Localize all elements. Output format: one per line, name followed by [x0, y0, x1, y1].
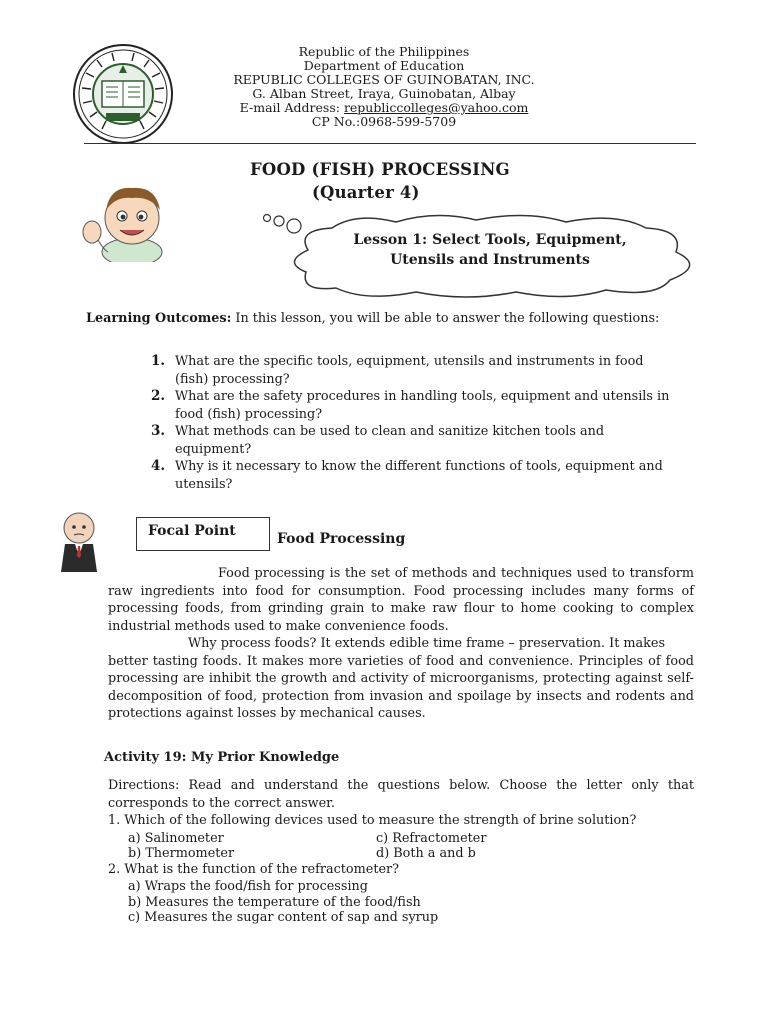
learning-outcomes-text: In this lesson, you will be able to answer the following questions: [231, 311, 660, 326]
question-text: What methods can be used to clean and sanitize kitchen tools and equipment? [175, 424, 605, 457]
focal-point-title: Food Processing [277, 531, 406, 547]
header-republic: Republic of the Philippines [298, 44, 470, 59]
option-b: b) Measures the temperature of the food/fish [128, 894, 421, 910]
question-1-options-row1 [108, 830, 694, 846]
paragraph-2-start [108, 635, 694, 653]
paragraph-1-text: Food processing is the set of methods and techniques used to transform raw ingredients into food for consumption. Food processing includes many forms of processing foods, from grinding grain to make raw flour to home cooking to complex industrial methods used to make convenience foods. [108, 566, 694, 634]
question-item [151, 388, 675, 423]
header-school-name: REPUBLIC COLLEGES OF GUINOBATAN, INC. [233, 72, 535, 87]
lesson-title-line2: Utensils and Instruments [390, 252, 590, 268]
question-2-option-c-row [108, 909, 694, 925]
paragraph-1 [108, 565, 694, 635]
question-2-option-b-row [108, 894, 694, 910]
question-text: Why is it necessary to know the different functions of tools, equipment and utensils? [175, 459, 663, 492]
question-1: 1. Which of the following devices used to measure the strength of brine solution? [108, 813, 637, 828]
question-text: What are the safety procedures in handling tools, equipment and utensils in food (fish) processing? [175, 389, 670, 422]
header-phone: CP No.:0968-599-5709 [311, 114, 457, 129]
option-d: d) Both a and b [376, 846, 476, 861]
activity-title: Activity 19: My Prior Knowledge [104, 750, 340, 765]
question-list [151, 353, 675, 493]
boss-baby-illustration [55, 510, 103, 574]
question-number: 1. [151, 353, 166, 369]
option-b: b) Thermometer [128, 846, 235, 861]
page-title: FOOD (FISH) PROCESSING [250, 160, 510, 179]
lesson-title-line1: Lesson 1: Select Tools, Equipment, [353, 232, 627, 248]
question-item [151, 423, 675, 458]
header-email [0, 100, 768, 115]
learning-outcomes-intro [86, 310, 686, 328]
email-label: E-mail Address: [239, 100, 344, 115]
question-2: 2. What is the function of the refractometer? [108, 861, 400, 877]
learning-outcomes-label: Learning Outcomes: [86, 311, 232, 326]
paragraph-2a-text: Why process foods? It extends edible time frame – preservation. It makes [188, 636, 666, 651]
question-number: 3. [151, 423, 166, 439]
header-address: G. Alban Street, Iraya, Guinobatan, Albay [252, 86, 516, 101]
paragraph-2-rest: better tasting foods. It makes more varieties of food and convenience. Principles of food processing are inhibit the growth and activity of microorganisms, protecting against self-decomposition of food, protection from invasion and spoilage by insects and rodents and protections against losses by mechanical causes. [108, 653, 694, 721]
question-item [151, 353, 675, 388]
option-c: c) Refractometer [376, 830, 487, 846]
page-subtitle: (Quarter 4) [312, 183, 420, 202]
question-number: 4. [151, 458, 166, 474]
question-text: What are the specific tools, equipment, utensils and instruments in food (fish) processing? [175, 354, 644, 387]
focal-point-label: Focal Point [148, 523, 236, 539]
activity-content [108, 777, 694, 925]
question-2-option-a-row [108, 878, 694, 894]
option-a: a) Salinometer [128, 830, 224, 846]
lesson-title [300, 230, 680, 270]
question-1-options-row2 [108, 845, 694, 861]
option-a: a) Wraps the food/fish for processing [128, 879, 368, 894]
food-processing-text [108, 565, 694, 723]
cartoon-boy-illustration [80, 180, 180, 262]
email-link[interactable]: republiccolleges@yahoo.com [343, 100, 529, 115]
header-department: Department of Education [303, 58, 465, 73]
activity-directions: Directions: Read and understand the questions below. Choose the letter only that corresponds to the correct answer. [108, 778, 694, 811]
header-divider [84, 143, 696, 144]
question-number: 2. [151, 388, 166, 404]
option-c: c) Measures the sugar content of sap and syrup [128, 910, 439, 925]
question-item [151, 458, 675, 493]
